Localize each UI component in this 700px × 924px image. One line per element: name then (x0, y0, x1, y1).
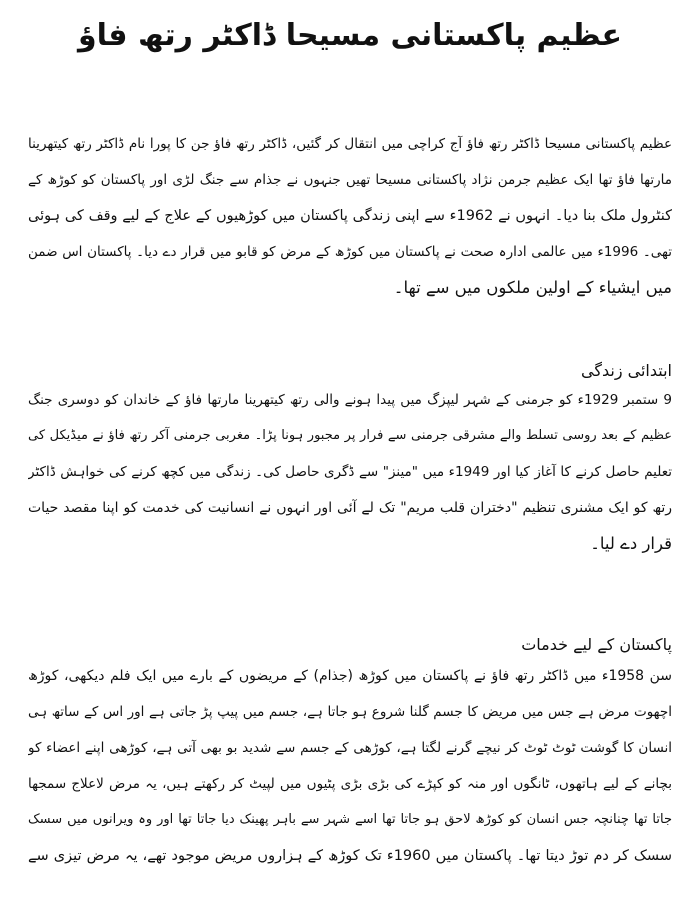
services-paragraph (28, 658, 672, 874)
text-line: 9 ستمبر 1929ء کو جرمنی کے شہر لیپزگ میں پیدا ہونے والی رتھ کیتھرینا مارتھا فاؤ کے خاندان کو دوسری جنگ (28, 392, 672, 408)
text-line: قرار دے لیا۔ (590, 534, 672, 553)
text-line: تھی۔ 1996ء میں عالمی ادارہ صحت نے پاکستان میں کوڑھ کے مرض کو قابو میں قرار دے دیا۔ پاکستان اس ضمن (28, 244, 672, 260)
text-line: تعلیم حاصل کرنے کا آغاز کیا اور 1949ء میں "مینز" سے ڈگری حاصل کی۔ زندگی میں کچھ کرنے کی خواہش ڈاکٹر (28, 464, 672, 480)
text-line: سن 1958ء میں ڈاکٹر رتھ فاؤ نے پاکستان میں کوڑھ (جذام) کے مریضوں کے بارے میں ایک فلم دیکھی، کوڑھ (28, 668, 672, 684)
early-life-paragraph (28, 382, 672, 562)
text-line: رتھ کو ایک مشنری تنظیم "دختران قلب مریم" تک لے آئی اور انہوں نے انسانیت کی خدمت کو اپنا مقصد حیات (28, 500, 672, 516)
text-line: عظیم پاکستانی مسیحا ڈاکٹر رتھ فاؤ آج کراچی میں انتقال کر گئیں، ڈاکٹر رتھ فاؤ جن کا پورا نام ڈاکٹر رتھ کیتھرینا (28, 136, 672, 152)
text-line: اچھوت مرض ہے جس میں مریض کا جسم گلنا شروع ہو جاتا ہے، جسم میں پیپ پڑ جاتی ہے اور اس کے ساتھ ہی (28, 704, 672, 720)
text-line: جاتا تھا چنانچہ جس انسان کو کوڑھ لاحق ہو جاتا تھا اسے شہر سے باہر پھینک دیا جاتا تھا اور وہ ویرانوں میں سسک (28, 812, 672, 827)
article-title: عظیم پاکستانی مسیحا ڈاکٹر رتھ فاؤ (77, 18, 623, 53)
text-line: بچانے کے لیے ہاتھوں، ٹانگوں اور منہ کو کپڑے کی بڑی بڑی پٹیوں میں لپیٹ کر رکھتے ہیں، یہ مرض لاعلاج سمجھا (28, 776, 672, 792)
text-line: عظیم کے بعد روسی تسلط والے مشرقی جرمنی سے فرار پر مجبور ہونا پڑا۔ مغربی جرمنی آکر رتھ فاؤ نے میڈیکل کی (28, 428, 672, 443)
text-line: مارتھا فاؤ تھا ایک عظیم جرمن نژاد پاکستانی مسیحا تھیں جنہوں نے جذام سے جنگ لڑی اور پاکستان کو کوڑھ کے (28, 172, 672, 188)
intro-paragraph (28, 126, 672, 306)
text-line: انسان کا گوشت ٹوٹ ٹوٹ کر نیچے گرنے لگتا ہے، کوڑھی کے جسم سے شدید بو بھی آتی ہے، کوڑھی اپنے اعضاء کو (28, 740, 672, 756)
services-heading: پاکستان کے لیے خدمات (521, 635, 672, 654)
text-line: سسک کر دم توڑ دیتا تھا۔ پاکستان میں 1960ء تک کوڑھ کے ہزاروں مریض موجود تھے، یہ مرض تیزی سے (28, 848, 672, 864)
text-line: میں ایشیاء کے اولین ملکوں میں سے تھا۔ (393, 278, 672, 297)
early-life-heading: ابتدائی زندگی (581, 361, 672, 380)
text-line: کنٹرول ملک بنا دیا۔ انہوں نے 1962ء سے اپنی زندگی پاکستان میں کوڑھیوں کے علاج کے لیے وقف کی ہوئی (28, 208, 672, 224)
